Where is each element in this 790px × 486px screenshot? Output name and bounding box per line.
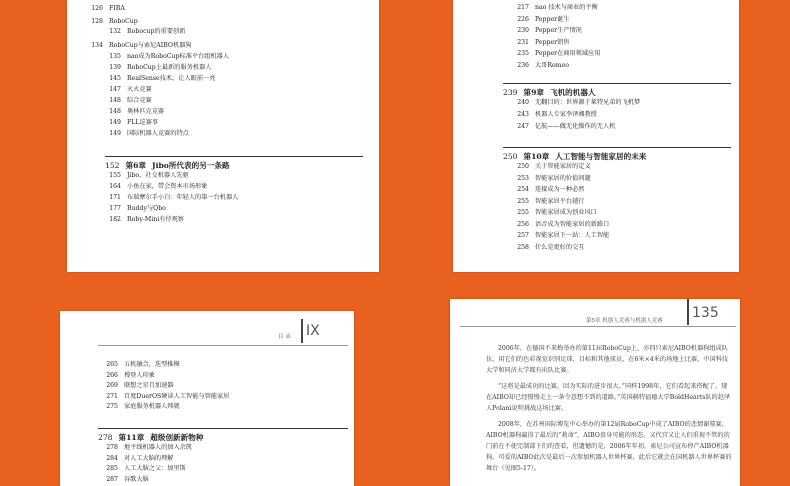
toc-page-number: 126 (91, 5, 103, 12)
toc-entry (98, 372, 155, 380)
toc-entry (509, 186, 585, 194)
toc-entry (509, 244, 585, 252)
toc-page-number: 250 (517, 163, 529, 170)
toc-entry-title: 布瑞摩尔手小白：年轻人的第一台机器人 (127, 194, 239, 201)
page-number: IX (306, 323, 320, 339)
toc-entry-title: 语音成为智能家居的新路口 (535, 220, 610, 228)
toc-page-number: 226 (517, 15, 529, 23)
toc-entry (509, 175, 591, 183)
chapter-rule (105, 156, 363, 157)
toc-page-number: 139 (109, 64, 121, 71)
toc-page-number: 287 (106, 475, 118, 483)
toc-entry (509, 232, 609, 240)
toc-entry (83, 5, 125, 13)
toc-entry (83, 18, 138, 26)
toc-entry-title: 综合竞赛 (127, 97, 152, 104)
toc-entry (101, 172, 189, 180)
toc-entry-title: Pepper生产情况 (535, 27, 582, 34)
toc-page-number: 235 (517, 50, 529, 57)
toc-entry (509, 111, 597, 119)
chapter-heading: 250 第10章 人工智能与智能家居的未来 (503, 152, 647, 161)
toc-page-number: 285 (106, 465, 118, 472)
toc-entry (101, 53, 229, 61)
toc-page-number: 236 (517, 61, 529, 69)
toc-page-number: 257 (517, 232, 529, 239)
toc-page-number: 149 (109, 130, 121, 137)
running-header: 第5章 机器人竞赛与机器人竞赛 (586, 318, 663, 324)
toc-page-number: 254 (517, 186, 529, 193)
toc-entry-title: 百度DuerOS硬读人工智能与智能家居 (124, 392, 230, 400)
toc-page-number: 243 (517, 111, 529, 118)
toc-entry (101, 28, 185, 36)
toc-page-number: 135 (109, 53, 121, 60)
toc-entry-title: 对人工大脑的理解 (124, 454, 174, 462)
toc-entry-title: 人工大脑之父：加里斯 (124, 465, 186, 472)
toc-entry-title: Roby-Mini有待观察 (127, 216, 184, 223)
chapter-rule (503, 83, 731, 84)
toc-page-number: 134 (91, 42, 103, 49)
toc-entry (98, 455, 174, 463)
toc-entry-title: FIRA (109, 5, 125, 12)
toc-entry-title: nao成为RoboCup标准平台组机器人 (127, 53, 230, 60)
toc-entry (509, 123, 615, 131)
toc-entry (98, 476, 149, 484)
toc-page-number: 247 (517, 123, 529, 130)
toc-page-number: 149 (109, 119, 121, 126)
toc-page-number: 255 (517, 197, 529, 205)
paragraph: 2006年，在德国不来梅举办的第11届RoboCup上，亦四只索尼AIBO机器狗组成队伍，用它们的色彩视觉识别足球、目标和其他球员，在6米×4米的场地上比赛，中国科技大学和同济大学都有出队比赛。 (486, 345, 728, 374)
toc-entry (509, 163, 591, 171)
toc-entry-title: 五机融合，迭型推模 (124, 361, 180, 368)
toc-entry-title: Pepper销售 (535, 38, 570, 46)
toc-page-number: 217 (517, 4, 529, 11)
toc-entry (98, 465, 186, 473)
toc-entry-title: 亿航——做无化操作的无人机 (535, 123, 616, 130)
toc-page-number: 148 (109, 108, 121, 115)
toc-entry-title: 地平线机器人的加入余凯 (124, 444, 193, 451)
toc-page-number: 155 (109, 172, 121, 179)
toc-entry-title: nao 技术与商业的平衡 (535, 4, 598, 11)
toc-page-number: 147 (109, 86, 121, 93)
toc-page-number: 266 (106, 371, 118, 379)
toc-entry-title: 搜登人印象 (124, 371, 155, 379)
toc-entry-title: RoboCup (109, 18, 138, 25)
toc-entry (83, 42, 192, 50)
toc-entry-title: 联想之星且加速器 (124, 382, 174, 389)
toc-page-number: 258 (517, 243, 529, 251)
book-page-text (450, 299, 740, 486)
toc-entry-title: RoboCup与索尼AIBO机器狗 (109, 42, 192, 49)
toc-entry-title: 大哥Romeo (535, 61, 570, 69)
toc-entry (98, 444, 192, 452)
toc-page-number: 182 (109, 216, 121, 223)
toc-entry (101, 75, 215, 83)
paragraph: 2008年，在苏州国际博览中心举办的第12届RoboCup中成了AIBO的悲情谢幕赛，AIBO机器狗赢得了最后的“救命”，AIBO贵身可能的形态，又代宫又让人们重视不管的的门前在不使完制部下们的查看，但遗憾的是，2006年年初，索尼公司宣布停产AIBO机器狗，可爱的AIBO此次是最后一次参加机器人世界杯赛，此后它就会在国机器人世界杯赛的舞台（见图5-17）。 (486, 421, 732, 472)
toc-page-number: 171 (109, 194, 121, 201)
toc-page-number: 164 (109, 183, 121, 190)
header-rule (98, 345, 348, 346)
toc-page-number: 231 (517, 38, 529, 46)
chapter-heading: 278 第11章 超级创新新物种 (98, 433, 204, 442)
toc-page-number: 275 (106, 403, 118, 410)
page-number: 135 (692, 305, 719, 321)
toc-entry-title: 灭火竞赛 (127, 86, 152, 93)
header-rule (460, 326, 736, 327)
toc-entry-title: 关于智能家居的定义 (535, 163, 591, 170)
toc-page-number: 256 (517, 220, 529, 228)
toc-entry-title: 智能家居下一站：人工智能 (535, 232, 610, 239)
toc-entry (509, 4, 598, 12)
toc-entry-title: 国际机器人竞赛的特点 (127, 130, 189, 137)
body-text (486, 343, 732, 479)
toc-entry-title: 家庭服务机器人师就 (124, 403, 180, 410)
toc-entry-title: Buddy与Qbo (127, 205, 166, 212)
toc-entry (101, 86, 152, 94)
toc-entry (101, 216, 184, 224)
toc-page-number: 177 (109, 205, 121, 212)
toc-entry (101, 119, 158, 127)
toc-page-number: 145 (109, 75, 121, 82)
toc-entry (101, 183, 207, 191)
toc-entry (509, 50, 600, 58)
book-page-toc-3 (60, 311, 354, 486)
toc-entry-title: Pepper诞生 (535, 15, 570, 23)
toc-entry (101, 130, 189, 138)
toc-entry-title: RealSense技术，让人眼前一亮 (127, 75, 216, 82)
toc-entry-title: 谷歌大脑 (124, 475, 149, 483)
toc-entry-title: 智能家居平台越行 (535, 197, 585, 205)
toc-page-number: 128 (91, 18, 103, 25)
toc-entry (509, 16, 569, 24)
toc-entry (98, 361, 180, 369)
header-bar (687, 299, 689, 325)
toc-entry (509, 39, 569, 47)
toc-entry (509, 99, 640, 107)
toc-entry-title: 连接成为一种必然 (535, 186, 585, 193)
toc-entry (98, 403, 180, 411)
running-header: 目 录 (278, 334, 291, 340)
toc-entry (509, 221, 609, 229)
toc-entry-title: 小鱼在家，带会资本市场形象 (127, 183, 208, 190)
chapter-rule (503, 147, 731, 148)
toc-entry (101, 194, 238, 202)
toc-entry (101, 205, 166, 213)
toc-entry-title: RoboCup上最新的服务机器人 (127, 64, 212, 71)
chapter-rule (98, 428, 348, 429)
toc-page-number: 269 (106, 382, 118, 389)
toc-entry (101, 108, 164, 116)
toc-entry (509, 27, 582, 35)
toc-entry (101, 64, 211, 72)
toc-page-number: 148 (109, 97, 121, 104)
toc-entry-title: Pepper在商用领域应用 (535, 50, 601, 57)
chapter-heading: 152 第6章 Jibo所代表的另一条路 (105, 161, 230, 170)
toc-entry (98, 382, 174, 390)
toc-entry-title: Robocup的重要创新 (127, 28, 186, 35)
toc-entry (509, 209, 597, 217)
toc-entry-title: Jibo，社交机器人先驱 (127, 172, 189, 179)
toc-entry-title: 机器人专家李泽湘教授 (535, 111, 597, 118)
book-page-toc-1 (67, 0, 379, 272)
toc-page-number: 284 (106, 454, 118, 462)
toc-entry (101, 97, 152, 105)
toc-page-number: 271 (106, 392, 118, 400)
toc-entry-title: 智能家居的价值问题 (535, 174, 591, 182)
toc-entry-title: FLL巡赛事 (127, 119, 159, 126)
toc-entry-title: 奥林匹克竞赛 (127, 108, 165, 115)
toc-page-number: 265 (106, 361, 118, 368)
toc-entry (509, 198, 585, 206)
chapter-heading: 239 第9章 飞机的机器人 (503, 88, 596, 97)
toc-entry-title: 什么是更好的交互 (535, 243, 585, 251)
toc-page-number: 253 (517, 174, 529, 182)
toc-page-number: 132 (109, 28, 121, 35)
toc-entry (509, 62, 569, 70)
book-page-toc-2 (453, 0, 739, 272)
paragraph: “这将是最成功的比赛，因为实际的进步很大。”同样1998年，它们看起来搭配了，现在AIBO却已经慢慢走上一条令意想不到的道路。”英国赫特福德大学BoldHearts队的赵泽人Polani说明挑战这场比赛。 (486, 383, 731, 412)
toc-page-number: 278 (106, 444, 118, 451)
toc-page-number: 230 (517, 27, 529, 34)
header-bar (301, 319, 303, 343)
toc-page-number: 255 (517, 209, 529, 216)
toc-page-number: 240 (517, 99, 529, 106)
toc-entry (98, 393, 229, 401)
toc-entry-title: 无翻目的：世界源于莱特兄弟的飞机梦 (535, 99, 641, 106)
toc-entry-title: 智能家居成为创业风口 (535, 209, 597, 216)
